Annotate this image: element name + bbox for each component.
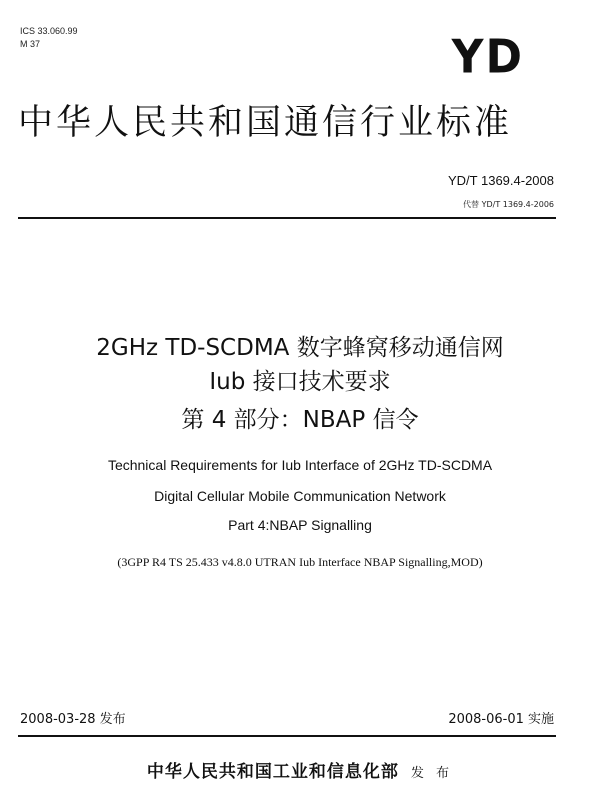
publisher-name: 中华人民共和国工业和信息化部	[146, 762, 399, 782]
title-zh-line3: 第 4 部分：NBAP 信令	[181, 407, 419, 433]
yd-logo: YD	[451, 30, 524, 85]
ics-code: ICS 33.060.99	[20, 26, 78, 36]
reference-document: (3GPP R4 TS 25.433 v4.8.0 UTRAN Iub Interface NBAP Signalling,MOD)	[117, 555, 483, 569]
issue-date: 2008-03-28 发布	[20, 712, 126, 727]
standard-code: YD/T 1369.4-2008	[448, 173, 554, 188]
title-en-line2: Digital Cellular Mobile Communication Network	[154, 488, 446, 504]
footer-divider	[18, 735, 556, 737]
implementation-date: 2008-06-01 实施	[448, 712, 554, 727]
header-divider	[18, 217, 556, 219]
ccs-code: M 37	[20, 39, 41, 49]
title-en-line3: Part 4:NBAP Signalling	[228, 517, 372, 533]
title-en-line1: Technical Requirements for Iub Interface of 2GHz TD-SCDMA	[107, 457, 493, 473]
title-zh-line1: 2GHz TD-SCDMA 数字蜂窝移动通信网	[96, 335, 504, 361]
publisher	[0, 760, 600, 786]
replaces-standard: 代替 YD/T 1369.4-2006	[463, 200, 554, 209]
publisher-verb: 发 布	[410, 766, 454, 781]
title-zh-line2: Iub 接口技术要求	[209, 369, 391, 395]
standard-category-title: 中华人民共和国通信行业标准	[18, 103, 513, 143]
